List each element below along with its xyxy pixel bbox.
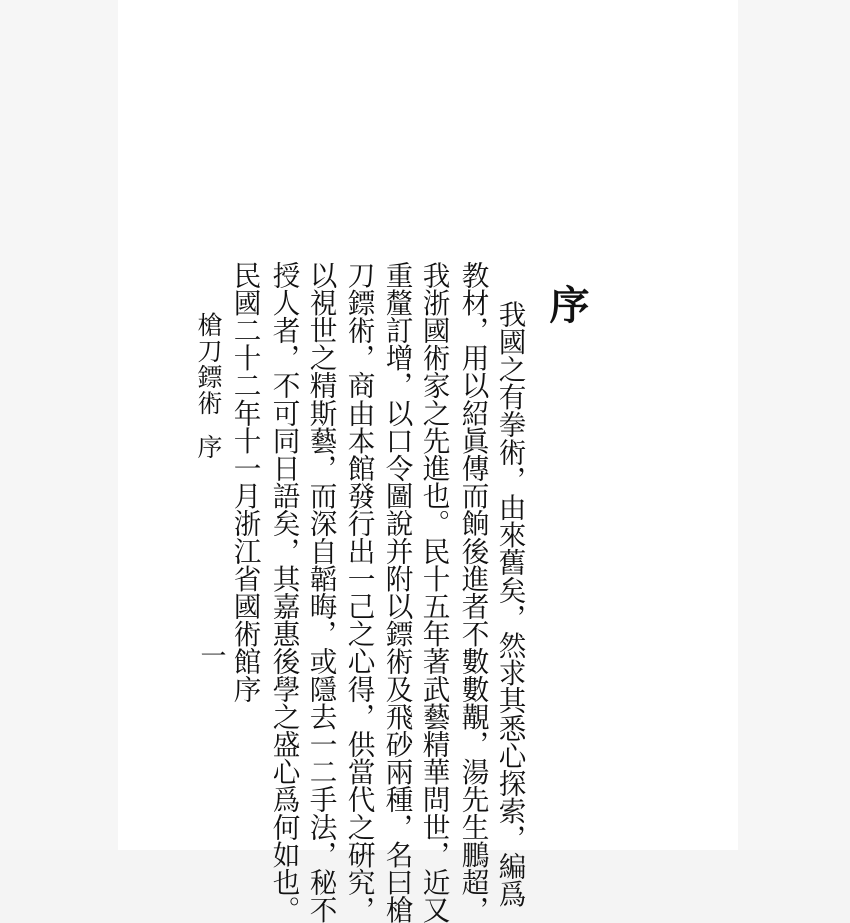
preface-column-1: 我國之有拳術，由來舊矣，然求其悉心探索，編爲: [493, 300, 527, 908]
running-head-book-title: 槍刀鏢術: [194, 312, 223, 416]
running-head: [196, 312, 221, 460]
page-number: 一: [196, 642, 226, 668]
preface-column-5: 刀鏢術，商由本館發行出一己之心得，供當代之硏究，: [342, 261, 376, 923]
preface-column-3: 我浙國術家之先進也。民十五年著武藝精華問世，近又: [417, 261, 451, 923]
preface-column-2: 教材，用以紹眞傳而餉後進者不數數覯，湯先生鵬超，: [456, 261, 490, 923]
preface-title: 序: [543, 284, 590, 324]
running-head-section: 序: [194, 434, 223, 460]
preface-column-6: 以視世之精斯藝，而深自韜晦，或隱去一二手法，秘不: [304, 261, 338, 923]
preface-column-8: 民國二十二年十一月浙江省國術館序: [228, 261, 262, 703]
preface-column-7: 授人者，不可同日語矣，其嘉惠後學之盛心爲何如也。: [267, 261, 301, 923]
preface-column-4: 重釐訂增，以口令圖說并附以鏢術及飛砂兩種，名曰槍: [380, 261, 414, 923]
